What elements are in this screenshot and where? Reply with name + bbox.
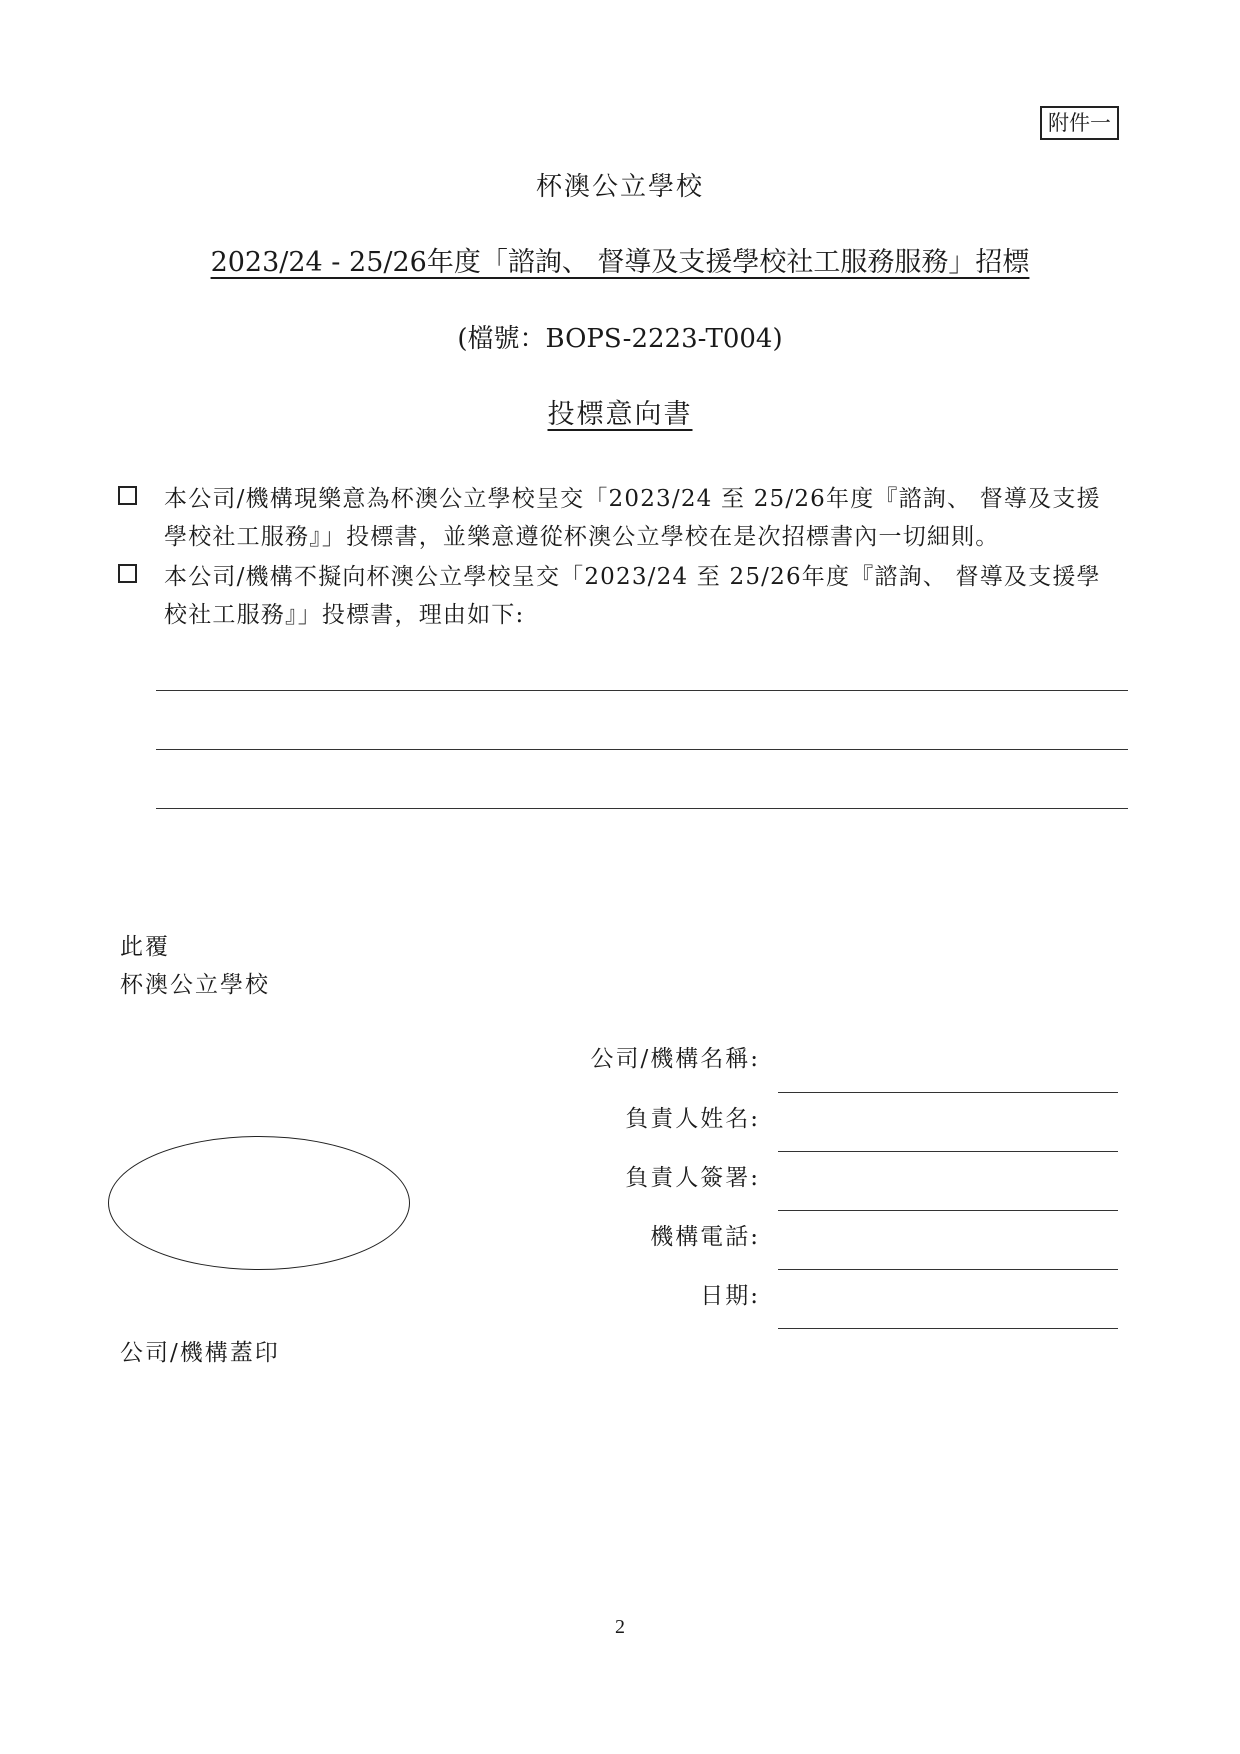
company-name-field[interactable] xyxy=(778,1092,1118,1093)
phone-label: 機構電話: xyxy=(650,1224,760,1250)
person-name-label: 負責人姓名: xyxy=(625,1106,760,1132)
date-label: 日期: xyxy=(700,1283,760,1309)
school-name: 杯澳公立學校 xyxy=(535,172,704,202)
option-line: 本公司/機構不擬向杯澳公立學校呈交「2023/24 至 25/26年度『諮詢、 督導及支援學 xyxy=(164,564,1101,590)
file-reference: (檔號：BOPS-2223-T004) xyxy=(457,324,783,354)
option-not-bidding-text xyxy=(164,558,1118,634)
document-title-text: 投標意向書 xyxy=(547,399,693,430)
page-number: 2 xyxy=(615,1616,625,1638)
signature-label: 負責人簽署: xyxy=(625,1165,760,1191)
attachment-label: 附件一 xyxy=(1040,106,1119,140)
option-willing-to-bid xyxy=(118,480,1118,556)
phone-field[interactable] xyxy=(778,1269,1118,1270)
reason-line-1[interactable] xyxy=(156,690,1128,691)
willing-to-bid-checkbox[interactable] xyxy=(118,486,137,505)
option-willing-to-bid-text xyxy=(164,480,1118,556)
date-field[interactable] xyxy=(778,1328,1118,1329)
option-line: 學校社工服務』」投標書，並樂意遵從杯澳公立學校在是次招標書內一切細則。 xyxy=(164,524,1000,550)
option-not-bidding xyxy=(118,558,1118,634)
seal-area xyxy=(108,1136,410,1270)
option-line: 本公司/機構現樂意為杯澳公立學校呈交「2023/24 至 25/26年度『諮詢、 督導及支援 xyxy=(164,486,1101,512)
closing-recipient: 杯澳公立學校 xyxy=(120,972,270,998)
person-name-field[interactable] xyxy=(778,1151,1118,1152)
reason-line-3[interactable] xyxy=(156,808,1128,809)
option-line: 校社工服務』」投標書，理由如下: xyxy=(164,602,525,628)
tender-title xyxy=(0,240,1240,279)
reason-line-2[interactable] xyxy=(156,749,1128,750)
not-bidding-checkbox[interactable] xyxy=(118,564,137,583)
signature-field[interactable] xyxy=(778,1210,1118,1211)
company-name-label: 公司/機構名稱: xyxy=(590,1046,760,1072)
tender-title-text: 2023/24 - 25/26年度「諮詢、 督導及支援學校社工服務服務」招標 xyxy=(210,247,1030,278)
seal-label: 公司/機構蓋印 xyxy=(120,1340,280,1366)
closing-reply: 此覆 xyxy=(120,934,170,960)
document-title xyxy=(0,392,1240,431)
